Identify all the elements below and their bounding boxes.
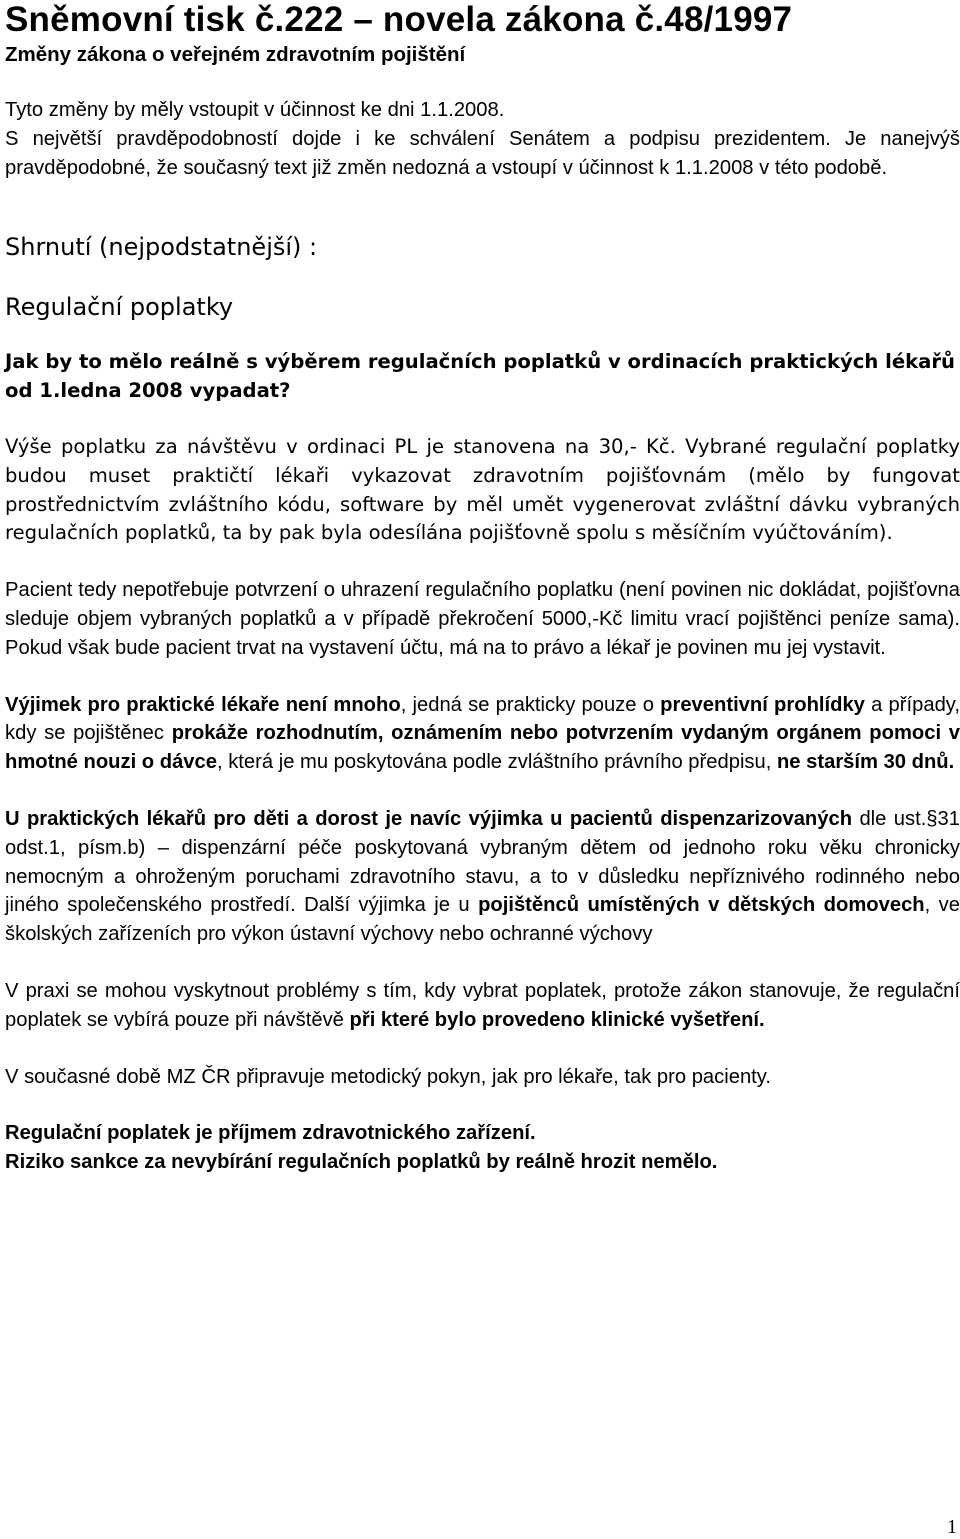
practice-bold: při které bylo provedeno klinické vyšetření. bbox=[349, 1008, 765, 1031]
ministry-paragraph: V současné době MZ ČR připravuje metodický pokyn, jak pro lékaře, tak pro pacienty. bbox=[5, 1065, 771, 1088]
document-subtitle: Změny zákona o veřejném zdravotním pojištění bbox=[5, 43, 466, 66]
page-number: 1 bbox=[947, 1516, 957, 1538]
practice-text: V praxi se mohou vyskytnout problémy s tím, kdy vybrat poplatek, protože zákon stanovuje, že regulační poplatek se vybírá pouze při návštěvě bbox=[5, 979, 960, 1031]
exceptions-bold-2: preventivní prohlídky bbox=[660, 693, 865, 716]
summary-heading: Shrnutí (nejpodstatnější) : bbox=[5, 233, 318, 262]
closing-bold-2: Riziko sankce za nevybírání regulačních poplatků by reálně hrozit nemělo. bbox=[5, 1151, 718, 1174]
exceptions-bold-1: Výjimek pro praktické lékaře není mnoho bbox=[5, 693, 401, 716]
fee-reporting-text: Vybrané regulační poplatky budou muset praktičtí lékaři vykazovat zdravotním pojišťovnám (mělo by fungovat prostřednictvím zvláštního kódu, software by měl umět vygenerovat zvláštní dávku vybraných regulačních poplatků, ta by pak byla odesílána pojišťovně spolu s měsíčním vyúčtováním). bbox=[5, 434, 960, 545]
document-page bbox=[5, 0, 960, 1177]
exceptions-text-1: , jedná se prakticky pouze o bbox=[400, 693, 661, 716]
closing-line-2 bbox=[5, 1148, 960, 1177]
fee-amount-text: Výše poplatku za návštěvu v ordinaci PL je stanovena na 30,- Kč. bbox=[5, 434, 676, 458]
children-text-1: dle ust.§31 odst.1, písm.b) – dispenzární péče poskytovaná vybraným dětem od jednoho roku věku chronicky nemocným a ohroženým poruchami zdravotního stavu, a to v důsledku nepříznivého rodinného nebo jiného společenského prostředí. Další výjimka je u bbox=[5, 807, 960, 917]
closing-bold-1: Regulační poplatek je příjmem zdravotnického zařízení. bbox=[5, 1122, 536, 1145]
intro-line-1: Tyto změny by měly vstoupit v účinnost ke dni 1.1.2008. bbox=[5, 99, 505, 121]
question-heading: Jak by to mělo reálně s výběrem regulačních poplatků v ordinacích praktických lékařů od 1.ledna 2008 vypadat? bbox=[5, 350, 956, 403]
children-paragraph bbox=[5, 805, 960, 949]
document-title: Sněmovní tisk č.222 – novela zákona č.48/1997 bbox=[5, 0, 793, 39]
exceptions-paragraph bbox=[5, 691, 960, 777]
exceptions-bold-4: ne starším 30 dnů. bbox=[776, 751, 955, 774]
practice-paragraph bbox=[5, 977, 960, 1035]
children-text-2: , ve školských zařízeních pro výkon ústavní výchovy nebo ochranné výchovy bbox=[5, 894, 960, 946]
children-bold-1: U praktických lékařů pro děti a dorost je navíc výjimka u pacientů dispenzarizovaných bbox=[5, 807, 853, 830]
intro-paragraph: S největší pravděpodobností dojde i ke schválení Senátem a podpisu prezidentem. Je nanejvýš pravděpodobné, že současný text již změn nedozná a vstoupí v účinnost k 1.1.2008 v této podobě. bbox=[5, 127, 960, 179]
patient-paragraph: Pacient tedy nepotřebuje potvrzení o uhrazení regulačního poplatku (není povinen nic dokládat, pojišťovna sleduje objem vybraných poplatků a v případě překročení 5000,-Kč limitu vrací pojištěnci peníze sama). Pokud však bude pacient trvat na vystavení účtu, má na to právo a lékař je povinen mu jej vystavit. bbox=[5, 579, 960, 659]
children-bold-2: pojištěnců umístěných v dětských domovech bbox=[478, 894, 925, 917]
exceptions-text-2: a případy, kdy se pojištěnec bbox=[5, 693, 960, 745]
section-heading: Regulační poplatky bbox=[5, 293, 234, 322]
exceptions-bold-3: prokáže rozhodnutím, oznámením nebo potvrzením vydaným orgánem pomoci v hmotné nouzi o dávce bbox=[5, 722, 960, 774]
closing-line-1 bbox=[5, 1119, 960, 1148]
fee-paragraph bbox=[5, 433, 960, 548]
exceptions-text-3: , která je mu poskytována podle zvláštního právního předpisu, bbox=[217, 751, 777, 774]
